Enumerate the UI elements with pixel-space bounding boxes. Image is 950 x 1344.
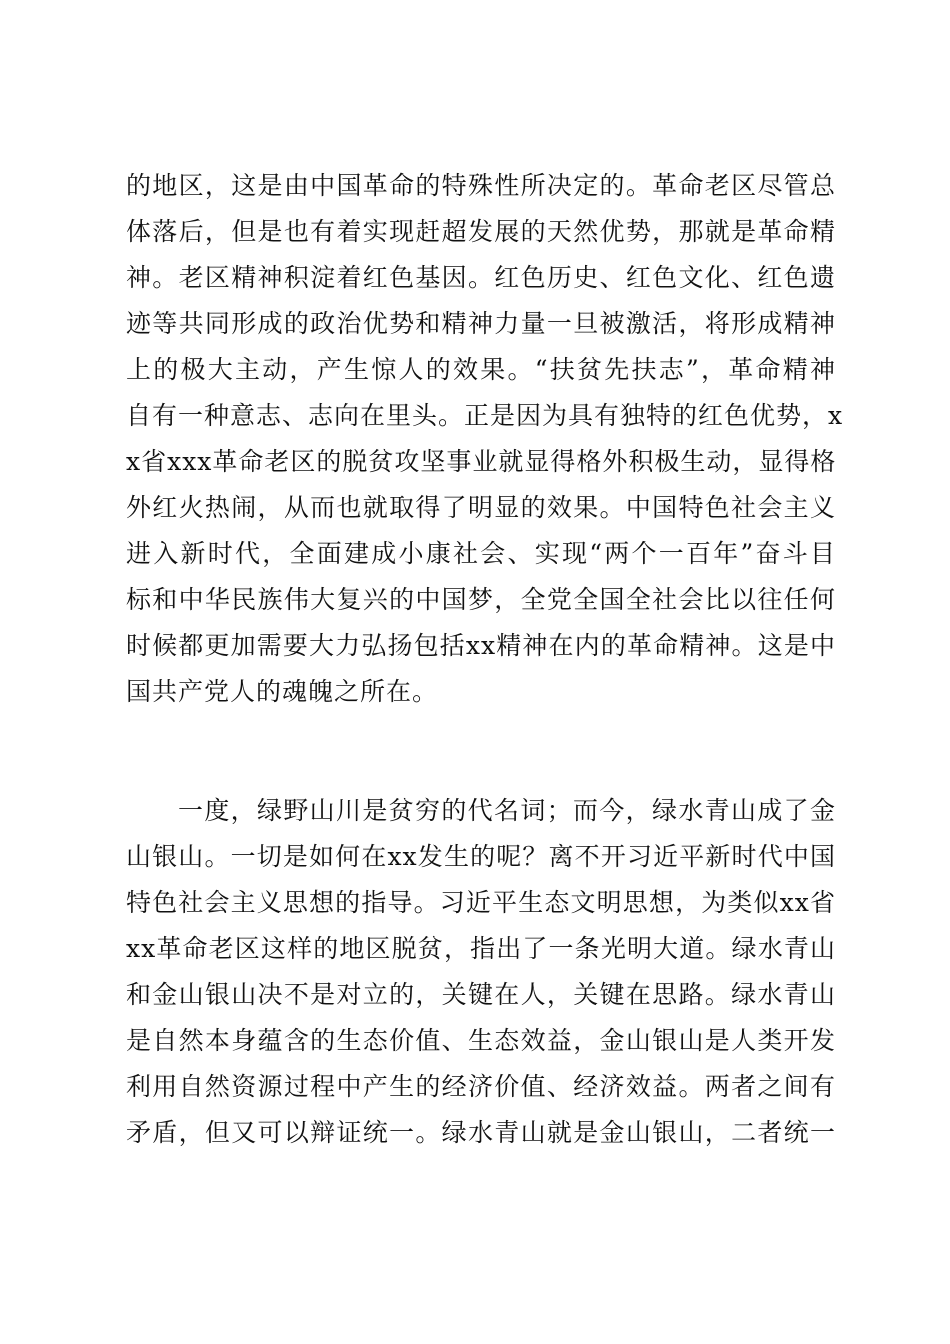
text-line: 时候都更加需要大力弘扬包括xx精神在内的革命精神。这是中	[126, 631, 836, 660]
text-line: 迹等共同形成的政治优势和精神力量一旦被激活，将形成精神	[126, 309, 836, 338]
text-line: 是自然本身蕴含的生态价值、生态效益，金山银山是人类开发	[126, 1026, 836, 1055]
text-line: 矛盾，但又可以辩证统一。绿水青山就是金山银山，二者统一	[126, 1118, 836, 1147]
text-line: 的地区，这是由中国革命的特殊性所决定的。革命老区尽管总	[126, 171, 836, 200]
text-line: 上的极大主动，产生惊人的效果。“扶贫先扶志”，革命精神	[126, 355, 836, 384]
text-line: 山银山。一切是如何在xx发生的呢？离不开习近平新时代中国	[126, 842, 836, 871]
text-line: 神。老区精神积淀着红色基因。红色历史、红色文化、红色遗	[126, 263, 836, 292]
text-line: 一度，绿野山川是贫穷的代名词；而今，绿水青山成了金	[178, 796, 836, 825]
text-line: 体落后，但是也有着实现赶超发展的天然优势，那就是革命精	[126, 217, 836, 246]
text-line: 进入新时代，全面建成小康社会、实现“两个一百年”奋斗目	[126, 539, 836, 568]
paragraph-2	[126, 788, 836, 1156]
text-line: 国共产党人的魂魄之所在。	[126, 677, 439, 706]
text-line: 利用自然资源过程中产生的经济价值、经济效益。两者之间有	[126, 1072, 836, 1101]
text-line: 自有一种意志、志向在里头。正是因为具有独特的红色优势，x	[126, 401, 844, 430]
text-line: 和金山银山决不是对立的，关键在人，关键在思路。绿水青山	[126, 980, 836, 1009]
text-line: xx革命老区这样的地区脱贫，指出了一条光明大道。绿水青山	[126, 934, 836, 963]
text-line: x省xxx革命老区的脱贫攻坚事业就显得格外积极生动，显得格	[126, 447, 837, 476]
text-line: 特色社会主义思想的指导。习近平生态文明思想，为类似xx省	[126, 888, 836, 917]
paragraph-1	[126, 163, 844, 715]
text-line: 外红火热闹，从而也就取得了明显的效果。中国特色社会主义	[126, 493, 836, 522]
text-line: 标和中华民族伟大复兴的中国梦，全党全国全社会比以往任何	[126, 585, 836, 614]
